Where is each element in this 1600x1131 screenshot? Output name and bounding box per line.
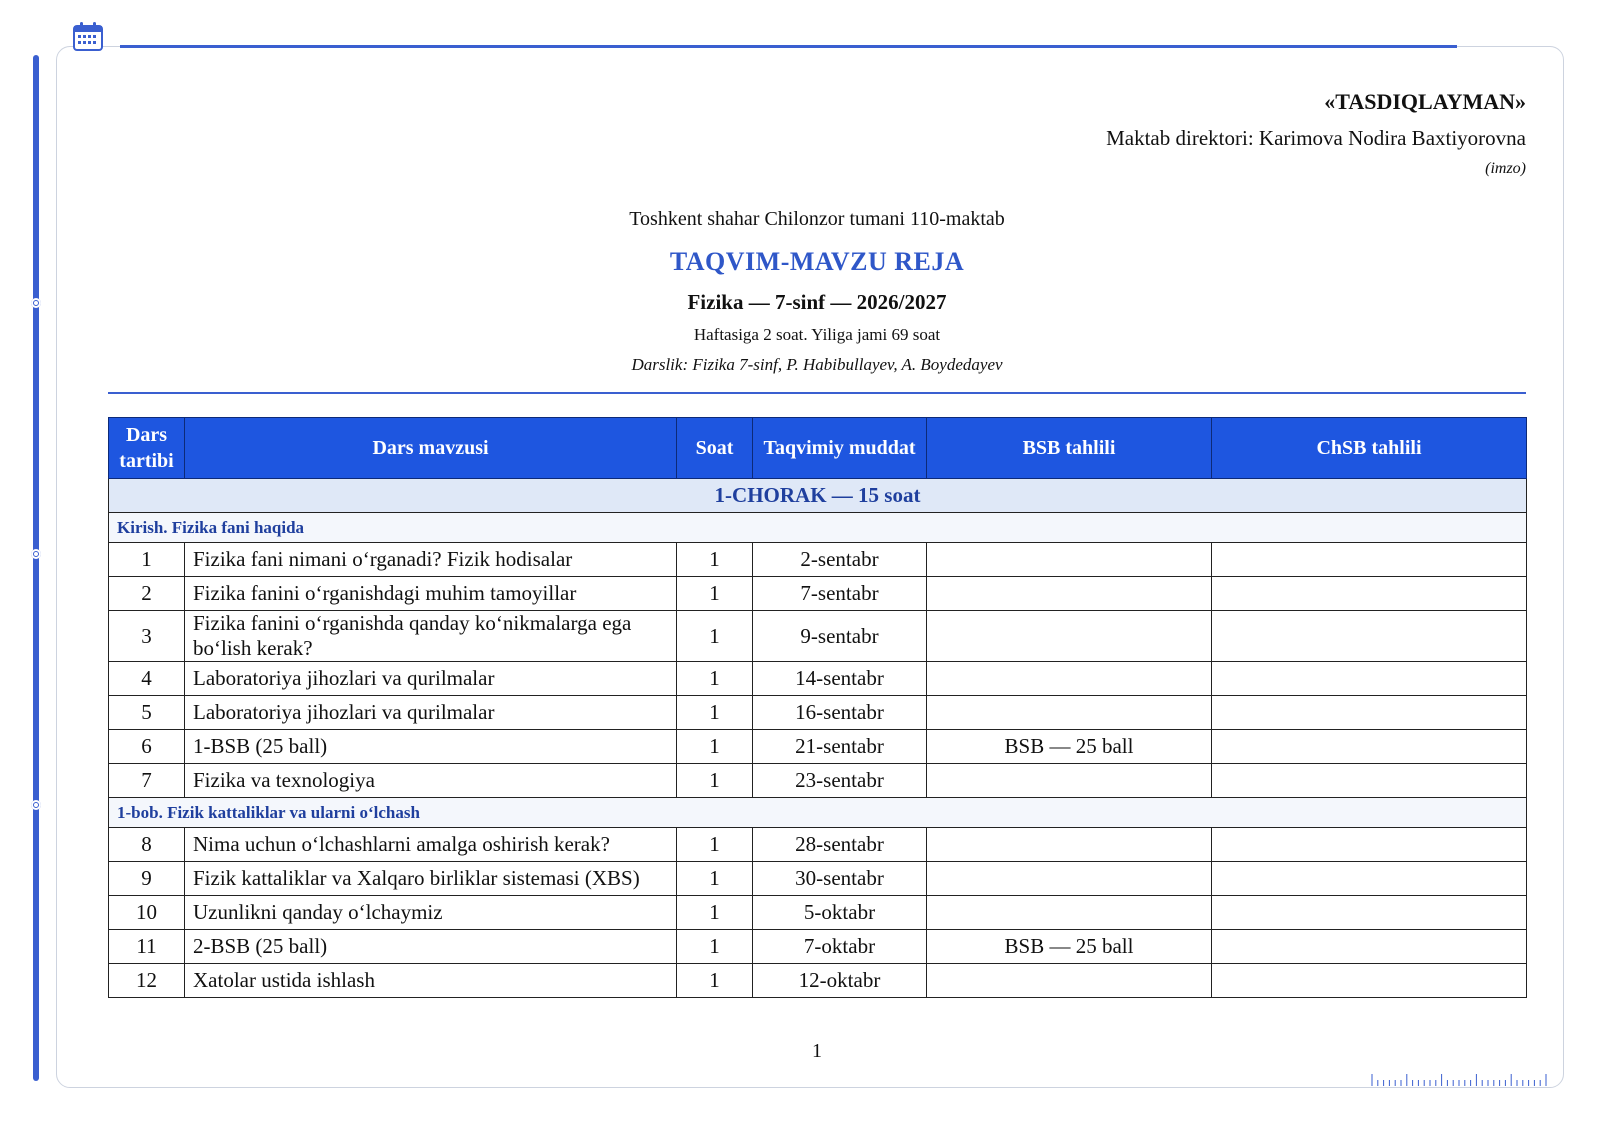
table-header-row: [109, 418, 1527, 479]
cell-topic: 1-BSB (25 ball): [185, 730, 677, 764]
table-row: [109, 764, 1527, 798]
table-row: [109, 577, 1527, 611]
binder-spine: [33, 55, 39, 1081]
cell-chsb: [1212, 696, 1527, 730]
cell-date: 7-oktabr: [753, 930, 927, 964]
table-row: [109, 930, 1527, 964]
cell-hours: 1: [677, 964, 753, 998]
cell-order: 3: [109, 611, 185, 662]
cell-chsb: [1212, 662, 1527, 696]
cell-hours: 1: [677, 730, 753, 764]
cell-hours: 1: [677, 611, 753, 662]
col-date: Taqvimiy muddat: [753, 418, 927, 479]
cell-order: 8: [109, 828, 185, 862]
page-number: 1: [812, 1040, 822, 1062]
cell-chsb: [1212, 828, 1527, 862]
cell-bsb: [927, 543, 1212, 577]
cell-topic: 2-BSB (25 ball): [185, 930, 677, 964]
cell-order: 1: [109, 543, 185, 577]
quarter-row: [109, 479, 1527, 513]
cell-order: 10: [109, 896, 185, 930]
cell-bsb: [927, 696, 1212, 730]
table-row: [109, 662, 1527, 696]
table-row: [109, 611, 1527, 662]
signature-label: (imzo): [1485, 160, 1526, 177]
cell-hours: 1: [677, 764, 753, 798]
cell-chsb: [1212, 543, 1527, 577]
cell-hours: 1: [677, 896, 753, 930]
cell-hours: 1: [677, 662, 753, 696]
cell-bsb: [927, 611, 1212, 662]
section-row: [109, 513, 1527, 543]
binder-ring: [31, 549, 41, 559]
cell-date: 21-sentabr: [753, 730, 927, 764]
header-divider: [108, 392, 1526, 394]
cell-topic: Fizika fanini oʻrganishda qanday koʻnikmalarga ega boʻlish kerak?: [185, 611, 677, 662]
cell-order: 11: [109, 930, 185, 964]
hours-line: Haftasiga 2 soat. Yiliga jami 69 soat: [693, 325, 941, 344]
cell-chsb: [1212, 577, 1527, 611]
cell-date: 28-sentabr: [753, 828, 927, 862]
col-order: Dars tartibi: [109, 418, 185, 479]
cell-topic: Nima uchun oʻlchashlarni amalga oshirish kerak?: [185, 828, 677, 862]
cell-bsb: [927, 577, 1212, 611]
cell-topic: Xatolar ustida ishlash: [185, 964, 677, 998]
cell-order: 9: [109, 862, 185, 896]
section-title: 1-bob. Fizik kattaliklar va ularni oʻlchash: [109, 798, 1527, 828]
table-row: [109, 828, 1527, 862]
binder-ring: [31, 298, 41, 308]
textbook-line: Darslik: Fizika 7-sinf, P. Habibullayev, A. Boydedayev: [631, 355, 1003, 374]
cell-date: 12-oktabr: [753, 964, 927, 998]
cell-bsb: [927, 764, 1212, 798]
cell-date: 9-sentabr: [753, 611, 927, 662]
approval-title: «TASDIQLAYMAN»: [1324, 89, 1526, 114]
col-hours: Soat: [677, 418, 753, 479]
col-topic: Dars mavzusi: [185, 418, 677, 479]
cell-bsb: BSB — 25 ball: [927, 930, 1212, 964]
cell-hours: 1: [677, 577, 753, 611]
ruler-decoration: [1370, 1072, 1550, 1086]
cell-bsb: [927, 662, 1212, 696]
cell-hours: 1: [677, 862, 753, 896]
cell-date: 23-sentabr: [753, 764, 927, 798]
table-row: [109, 964, 1527, 998]
cell-bsb: [927, 862, 1212, 896]
cell-bsb: [927, 896, 1212, 930]
cell-chsb: [1212, 764, 1527, 798]
cell-date: 14-sentabr: [753, 662, 927, 696]
subject-line: Fizika — 7-sinf — 2026/2027: [687, 290, 947, 314]
section-row: [109, 798, 1527, 828]
cell-topic: Fizik kattaliklar va Xalqaro birliklar sistemasi (XBS): [185, 862, 677, 896]
table-row: [109, 543, 1527, 577]
calendar-icon: [72, 20, 104, 52]
school-name: Toshkent shahar Chilonzor tumani 110-maktab: [629, 208, 1005, 230]
binder-ring: [31, 800, 41, 810]
cell-date: 30-sentabr: [753, 862, 927, 896]
cell-topic: Laboratoriya jihozlari va qurilmalar: [185, 662, 677, 696]
cell-topic: Fizika fani nimani oʻrganadi? Fizik hodisalar: [185, 543, 677, 577]
cell-bsb: BSB — 25 ball: [927, 730, 1212, 764]
col-bsb: BSB tahlili: [927, 418, 1212, 479]
cell-order: 4: [109, 662, 185, 696]
cell-hours: 1: [677, 930, 753, 964]
top-rule: [120, 45, 1457, 48]
cell-order: 6: [109, 730, 185, 764]
cell-date: 7-sentabr: [753, 577, 927, 611]
cell-bsb: [927, 828, 1212, 862]
director-line: Maktab direktori: Karimova Nodira Baxtiyorovna: [1106, 126, 1526, 150]
cell-chsb: [1212, 930, 1527, 964]
col-chsb: ChSB tahlili: [1212, 418, 1527, 479]
cell-topic: Fizika va texnologiya: [185, 764, 677, 798]
cell-topic: Laboratoriya jihozlari va qurilmalar: [185, 696, 677, 730]
cell-hours: 1: [677, 828, 753, 862]
cell-chsb: [1212, 611, 1527, 662]
document-title: TAQVIM-MAVZU REJA: [669, 247, 965, 276]
cell-chsb: [1212, 964, 1527, 998]
cell-topic: Fizika fanini oʻrganishdagi muhim tamoyillar: [185, 577, 677, 611]
table-row: [109, 862, 1527, 896]
section-title: Kirish. Fizika fani haqida: [109, 513, 1527, 543]
cell-date: 16-sentabr: [753, 696, 927, 730]
cell-topic: Uzunlikni qanday oʻlchaymiz: [185, 896, 677, 930]
table-row: [109, 696, 1527, 730]
quarter-label: 1-CHORAK — 15 soat: [109, 479, 1527, 513]
cell-order: 5: [109, 696, 185, 730]
cell-chsb: [1212, 730, 1527, 764]
cell-date: 2-sentabr: [753, 543, 927, 577]
cell-order: 7: [109, 764, 185, 798]
table-row: [109, 730, 1527, 764]
lesson-plan-table: [108, 417, 1527, 998]
cell-bsb: [927, 964, 1212, 998]
cell-date: 5-oktabr: [753, 896, 927, 930]
cell-chsb: [1212, 896, 1527, 930]
approval-block: [1106, 88, 1526, 180]
document-header: [108, 206, 1526, 376]
cell-order: 12: [109, 964, 185, 998]
table-row: [109, 896, 1527, 930]
cell-hours: 1: [677, 543, 753, 577]
cell-chsb: [1212, 862, 1527, 896]
cell-hours: 1: [677, 696, 753, 730]
cell-order: 2: [109, 577, 185, 611]
